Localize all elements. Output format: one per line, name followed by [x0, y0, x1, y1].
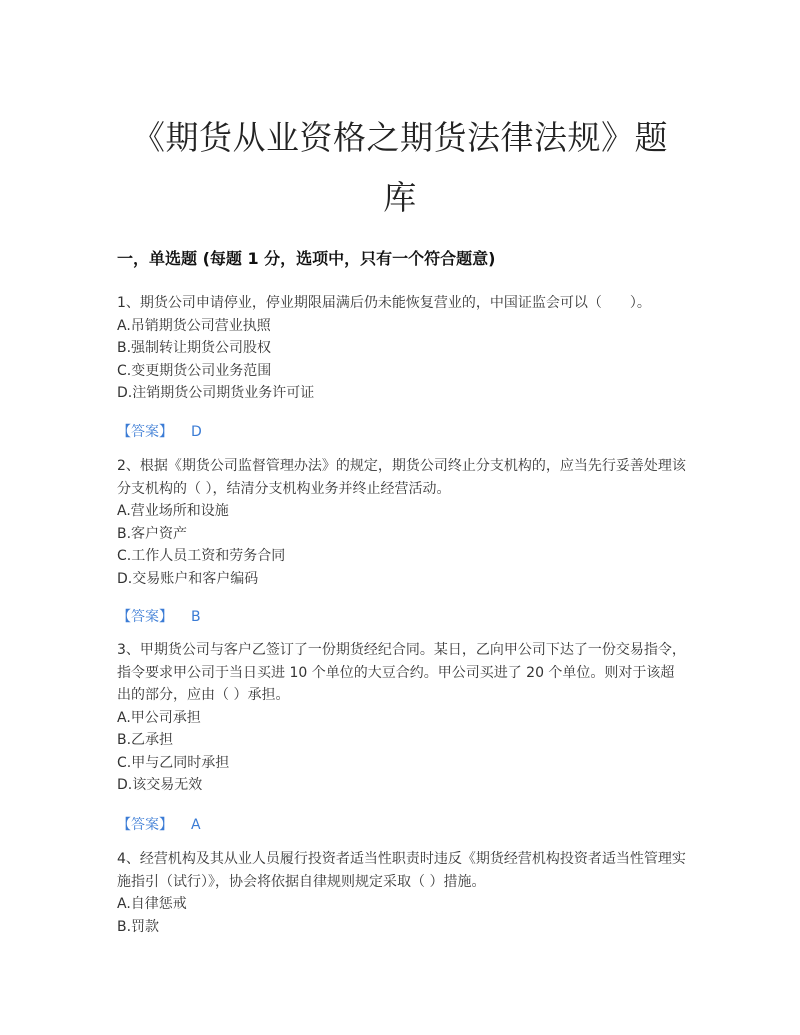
title-line-1: 《期货从业资格之期货法律法规》题 — [132, 118, 668, 157]
option-c: C.工作人员工资和劳务合同 — [117, 548, 286, 564]
question-stem: 3、甲期货公司与客户乙签订了一份期货经纪合同。某日，乙向甲公司下达了一份交易指令，指令要求甲公司于当日买进 10 个单位的大豆合约。甲公司买进了 20 个单位。则对于该超出的部分，应由（ ）承担。 — [117, 642, 686, 703]
option-a: A.营业场所和设施 — [117, 503, 229, 519]
option-b: B.乙承担 — [117, 732, 174, 748]
option-d: D.注销期货公司期货业务许可证 — [117, 385, 315, 401]
option-c: C.变更期货公司业务范围 — [117, 362, 272, 379]
option-b: B.强制转让期货公司股权 — [117, 340, 272, 356]
question-2 — [117, 455, 687, 590]
answer-label: 【答案】 — [117, 609, 173, 625]
answer-1 — [117, 421, 202, 441]
answer-3 — [117, 814, 201, 834]
answer-value: A — [191, 817, 201, 833]
answer-value: D — [191, 424, 202, 440]
section-heading: 一，单选题 (每题 1 分，选项中，只有一个符合题意) — [117, 249, 496, 268]
question-1 — [117, 292, 687, 405]
title-line-2: 库 — [383, 178, 417, 217]
option-b: B.罚款 — [117, 918, 160, 935]
option-c: C.甲与乙同时承担 — [117, 754, 230, 771]
document-title — [100, 108, 700, 228]
option-a: A.吊销期货公司营业执照 — [117, 317, 271, 334]
option-b: B.客户资产 — [117, 525, 188, 542]
question-stem: 1、期货公司申请停业，停业期限届满后仍未能恢复营业的，中国证监会可以（ ）。 — [117, 295, 651, 311]
question-stem: 4、经营机构及其从业人员履行投资者适当性职责时违反《期货经营机构投资者适当性管理实施指引（试行）》，协会将依据自律规则规定采取（ ）措施。 — [117, 851, 686, 890]
option-a: A.甲公司承担 — [117, 709, 201, 726]
answer-label: 【答案】 — [117, 424, 173, 440]
option-d: D.该交易无效 — [117, 777, 203, 793]
question-stem: 2、根据《期货公司监督管理办法》的规定，期货公司终止分支机构的，应当先行妥善处理该分支机构的（ ），结清分支机构业务并终止经营活动。 — [117, 458, 686, 497]
answer-2 — [117, 606, 201, 626]
answer-value: B — [191, 609, 201, 625]
question-3 — [117, 639, 687, 797]
question-4 — [117, 848, 687, 938]
option-d: D.交易账户和客户编码 — [117, 570, 259, 587]
answer-label: 【答案】 — [117, 817, 173, 833]
option-a: A.自律惩戒 — [117, 896, 187, 912]
